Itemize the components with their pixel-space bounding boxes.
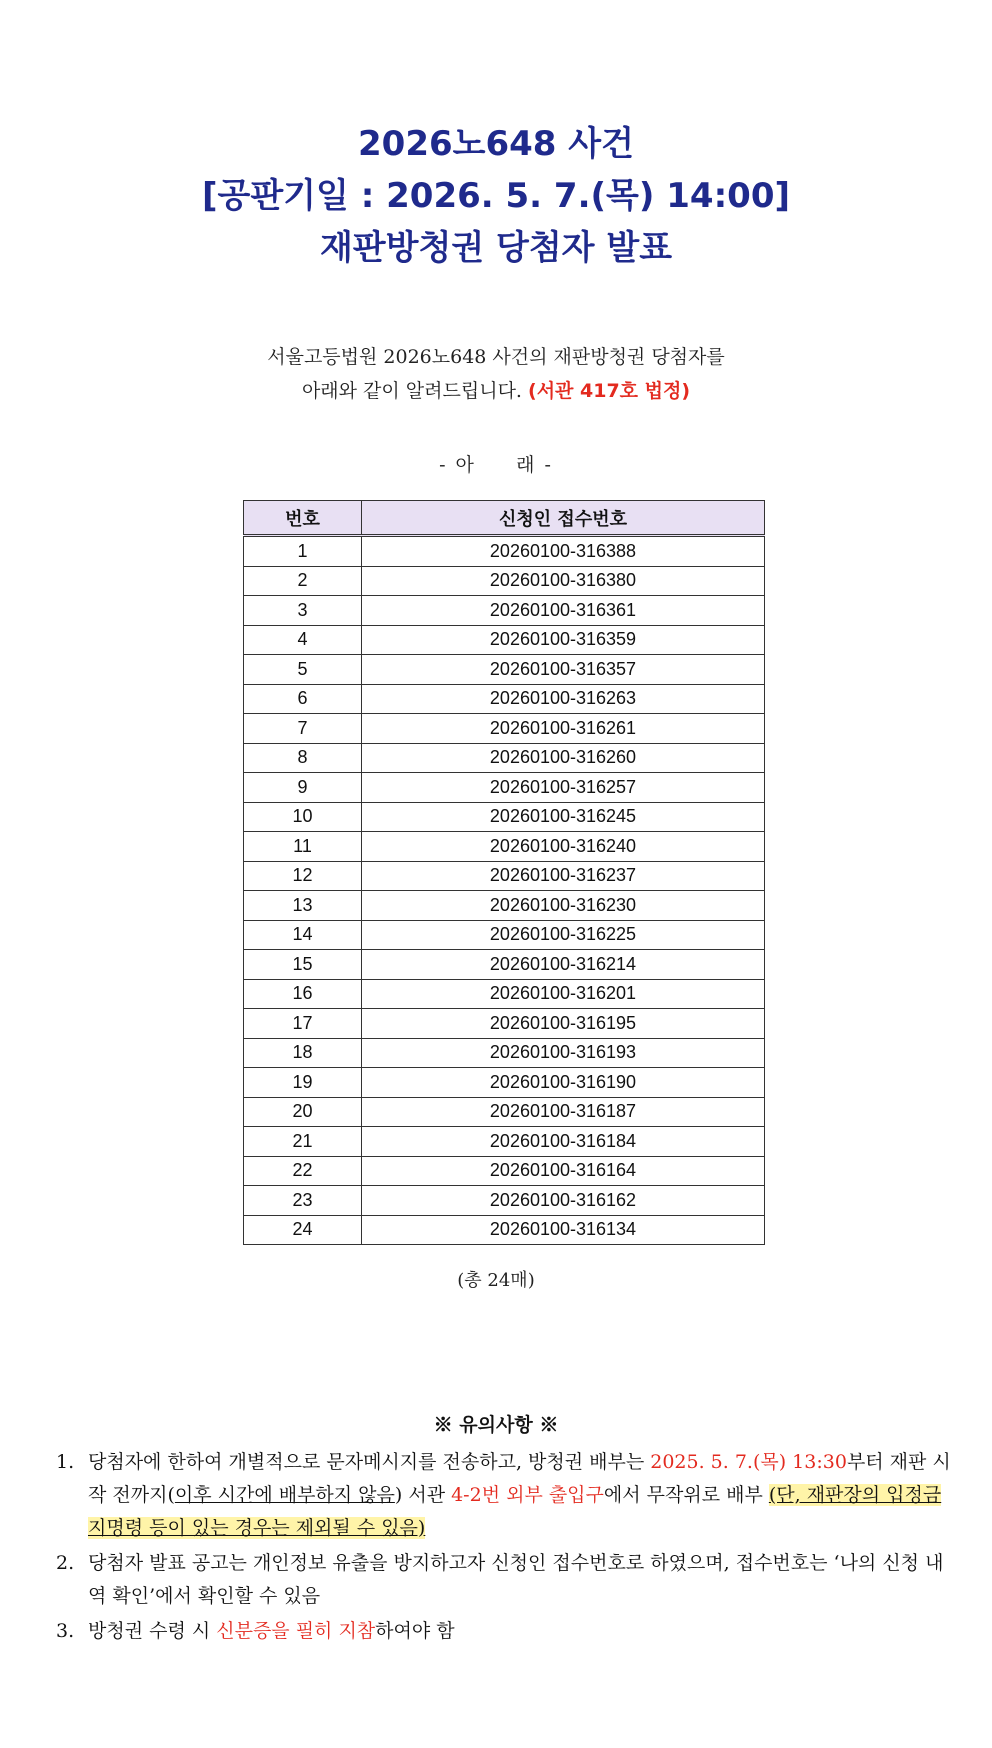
table-row bbox=[244, 684, 765, 714]
table-row bbox=[244, 802, 765, 832]
table-header-row bbox=[244, 501, 765, 536]
receipt-number: 20260100-316201 bbox=[362, 979, 765, 1009]
receipt-number: 20260100-316184 bbox=[362, 1127, 765, 1157]
total-count: (총 24매) bbox=[457, 1270, 535, 1291]
table-row bbox=[244, 1127, 765, 1157]
announcement-heading: 재판방청권 당첨자 발표 bbox=[319, 228, 673, 268]
receipt-number: 20260100-316162 bbox=[362, 1186, 765, 1216]
row-number: 6 bbox=[244, 684, 362, 714]
table-row bbox=[244, 743, 765, 773]
distribution-time: 2025. 5. 7.(목) 13:30 bbox=[650, 1451, 847, 1473]
intro-line-2 bbox=[0, 374, 992, 408]
receipt-number: 20260100-316190 bbox=[362, 1068, 765, 1098]
intro-line-2-text: 아래와 같이 알려드립니다. bbox=[301, 380, 522, 402]
receipt-number: 20260100-316164 bbox=[362, 1156, 765, 1186]
table-row bbox=[244, 920, 765, 950]
row-number: 14 bbox=[244, 920, 362, 950]
table-row bbox=[244, 1068, 765, 1098]
row-number: 18 bbox=[244, 1038, 362, 1068]
table-row bbox=[244, 773, 765, 803]
table-row bbox=[244, 861, 765, 891]
receipt-number: 20260100-316240 bbox=[362, 832, 765, 862]
table-row bbox=[244, 714, 765, 744]
row-number: 23 bbox=[244, 1186, 362, 1216]
case-number-title: 2026노648 사건 bbox=[358, 124, 634, 164]
header-receipt-number: 신청인 접수번호 bbox=[362, 501, 765, 536]
table-row bbox=[244, 536, 765, 567]
receipt-number: 20260100-316388 bbox=[362, 536, 765, 567]
receipt-number: 20260100-316357 bbox=[362, 655, 765, 685]
table-row bbox=[244, 832, 765, 862]
table-row bbox=[244, 625, 765, 655]
table-row bbox=[244, 1097, 765, 1127]
intro-paragraph bbox=[0, 340, 992, 408]
row-number: 24 bbox=[244, 1215, 362, 1245]
row-number: 2 bbox=[244, 566, 362, 596]
announcement-title bbox=[0, 118, 992, 274]
table-row bbox=[244, 596, 765, 626]
receipt-number: 20260100-316187 bbox=[362, 1097, 765, 1127]
notice-text: 방청권 수령 시 bbox=[88, 1620, 217, 1642]
row-number: 7 bbox=[244, 714, 362, 744]
notice-text: 하여야 함 bbox=[375, 1620, 455, 1642]
section-label: - 아 래 - bbox=[439, 454, 553, 476]
notice-number: 1. bbox=[56, 1451, 75, 1473]
receipt-number: 20260100-316261 bbox=[362, 714, 765, 744]
notice-item-2 bbox=[56, 1547, 956, 1613]
receipt-number: 20260100-316134 bbox=[362, 1215, 765, 1245]
receipt-number: 20260100-316361 bbox=[362, 596, 765, 626]
notice-title: ※ 유의사항 ※ bbox=[433, 1414, 559, 1436]
table-row bbox=[244, 979, 765, 1009]
no-late-distribution: 이후 시간에 배부하지 않음 bbox=[174, 1484, 395, 1506]
row-number: 19 bbox=[244, 1068, 362, 1098]
receipt-number: 20260100-316193 bbox=[362, 1038, 765, 1068]
table-row bbox=[244, 1038, 765, 1068]
notice-number: 2. bbox=[56, 1552, 75, 1574]
table-body bbox=[244, 536, 765, 1245]
distribution-exit: 4-2번 외부 출입구 bbox=[451, 1484, 604, 1506]
notice-text: 당첨자 발표 공고는 개인정보 유출을 방지하고자 신청인 접수번호로 하였으며, 접수번호는 ‘나의 신청 내역 확인’에서 확인할 수 있음 bbox=[88, 1552, 944, 1607]
row-number: 17 bbox=[244, 1009, 362, 1039]
receipt-number: 20260100-316260 bbox=[362, 743, 765, 773]
table-row bbox=[244, 1156, 765, 1186]
receipt-number: 20260100-316225 bbox=[362, 920, 765, 950]
row-number: 5 bbox=[244, 655, 362, 685]
row-number: 15 bbox=[244, 950, 362, 980]
row-number: 4 bbox=[244, 625, 362, 655]
receipt-number: 20260100-316359 bbox=[362, 625, 765, 655]
notice-list bbox=[56, 1446, 956, 1648]
row-number: 8 bbox=[244, 743, 362, 773]
receipt-number: 20260100-316195 bbox=[362, 1009, 765, 1039]
row-number: 12 bbox=[244, 861, 362, 891]
notice-text: 부터 재판 시작 전까지( bbox=[88, 1451, 951, 1506]
notice-item-3 bbox=[56, 1615, 956, 1648]
receipt-number: 20260100-316380 bbox=[362, 566, 765, 596]
receipt-number: 20260100-316263 bbox=[362, 684, 765, 714]
receipt-number: 20260100-316237 bbox=[362, 861, 765, 891]
receipt-number: 20260100-316245 bbox=[362, 802, 765, 832]
row-number: 16 bbox=[244, 979, 362, 1009]
receipt-number: 20260100-316214 bbox=[362, 950, 765, 980]
intro-line-1: 서울고등법원 2026노648 사건의 재판방청권 당첨자를 bbox=[267, 346, 725, 368]
row-number: 9 bbox=[244, 773, 362, 803]
table-row bbox=[244, 1215, 765, 1245]
row-number: 20 bbox=[244, 1097, 362, 1127]
courtroom-location: (서관 417호 법정) bbox=[528, 380, 691, 402]
exception-note: (단, 재판장의 입정금지명령 등이 있는 경우는 제외될 수 있음) bbox=[88, 1484, 942, 1539]
row-number: 3 bbox=[244, 596, 362, 626]
receipt-number: 20260100-316230 bbox=[362, 891, 765, 921]
notice-number: 3. bbox=[56, 1620, 75, 1642]
row-number: 1 bbox=[244, 536, 362, 567]
row-number: 13 bbox=[244, 891, 362, 921]
row-number: 11 bbox=[244, 832, 362, 862]
table-row bbox=[244, 566, 765, 596]
header-number: 번호 bbox=[244, 501, 362, 536]
id-requirement: 신분증을 필히 지참 bbox=[216, 1620, 376, 1642]
row-number: 21 bbox=[244, 1127, 362, 1157]
receipt-number: 20260100-316257 bbox=[362, 773, 765, 803]
notice-text: ) 서관 bbox=[394, 1484, 452, 1506]
table-row bbox=[244, 655, 765, 685]
table-row bbox=[244, 891, 765, 921]
table-row bbox=[244, 1186, 765, 1216]
notice-text: 당첨자에 한하여 개별적으로 문자메시지를 전송하고, 방청권 배부는 bbox=[88, 1451, 651, 1473]
notice-text: 에서 무작위로 배부 bbox=[603, 1484, 769, 1506]
row-number: 10 bbox=[244, 802, 362, 832]
table-row bbox=[244, 950, 765, 980]
winners-table bbox=[243, 500, 765, 1245]
row-number: 22 bbox=[244, 1156, 362, 1186]
notice-item-1 bbox=[56, 1446, 956, 1545]
hearing-date-title: [공판기일 : 2026. 5. 7.(목) 14:00] bbox=[201, 176, 791, 216]
table-row bbox=[244, 1009, 765, 1039]
